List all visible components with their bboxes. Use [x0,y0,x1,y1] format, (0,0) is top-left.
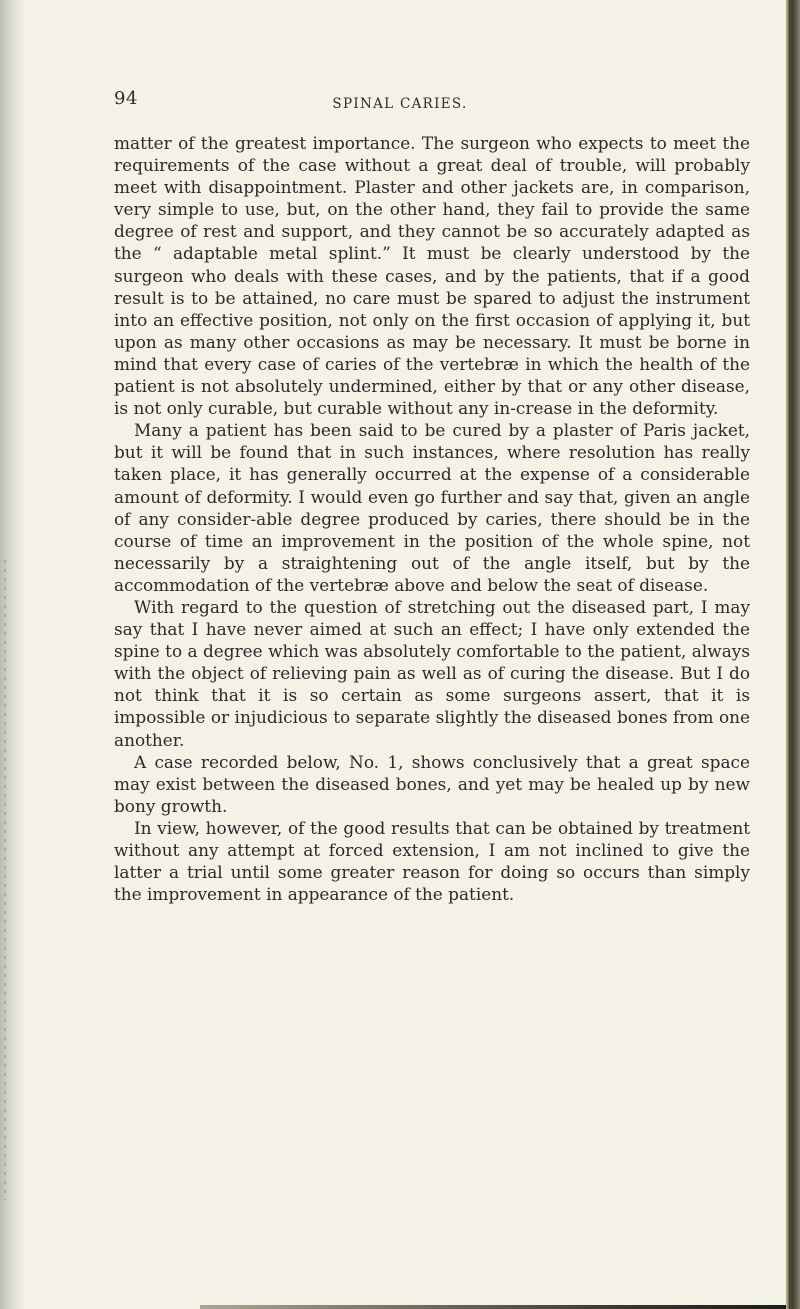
running-title: SPINAL CARIES. [332,96,468,112]
binding-edge [786,0,800,1309]
paragraph-1: matter of the greatest importance. The surgeon who expects to meet the requirements of the case without a great deal of trouble, will probably meet with disappointment. Plaster and other jackets are, in comparison, very simple to use, but, on the other hand, they fail to provide the same degree of rest and support, and they cannot be so accurately adapted as the “ adaptable metal splint.” It must be clearly understood by the surgeon who deals with these cases, and by the patients, that if a good result is to be attained, no care must be spared to adjust the instrument into an effective position, not only on the first occasion of applying it, but upon as many other occasions as may be necessary. It must be borne in mind that every case of caries of the vertebræ in which the health of the patient is not absolutely undermined, either by that or any other disease, is not only curable, but curable without any in-crease in the deformity. [114,133,750,419]
paragraph-4: A case recorded below, No. 1, shows conclusively that a great space may exist between the diseased bones, and yet may be healed up by new bony growth. [114,751,750,816]
paragraph-2: Many a patient has been said to be cured by a plaster of Paris jacket, but it will be found that in such instances, where resolution has really taken place, it has generally occurred at the expense of a considerable amount of deformity. I would even go further and say that, given an angle of any consider-able degree produced by caries, there should be in the course of time an improvement in the position of the whole spine, not necessarily by a straightening out of the angle itself, but by the accommodation of the vertebræ above and below the seat of disease. [114,420,750,595]
paragraph-5: In view, however, of the good results that can be obtained by treatment without any attempt at forced extension, I am not inclined to give the latter a trial until some greater reason for doing so occurs than simply the improvement in appearance of the patient. [114,817,750,905]
paragraph-3: With regard to the question of stretching out the diseased part, I may say that I have never aimed at such an effect; I have only extended the spine to a degree which was absolutely comfortable to the patient, always with the object of relieving pain as well as of curing the disease. But I do not think that it is so certain as some surgeons assert, that it is impossible or injudicious to separate slightly the diseased bones from one another. [114,596,750,750]
bottom-edge-line [200,1305,786,1309]
body-text [114,132,750,905]
page-number: 94 [114,88,138,109]
page-edge-shadow [0,0,26,1309]
